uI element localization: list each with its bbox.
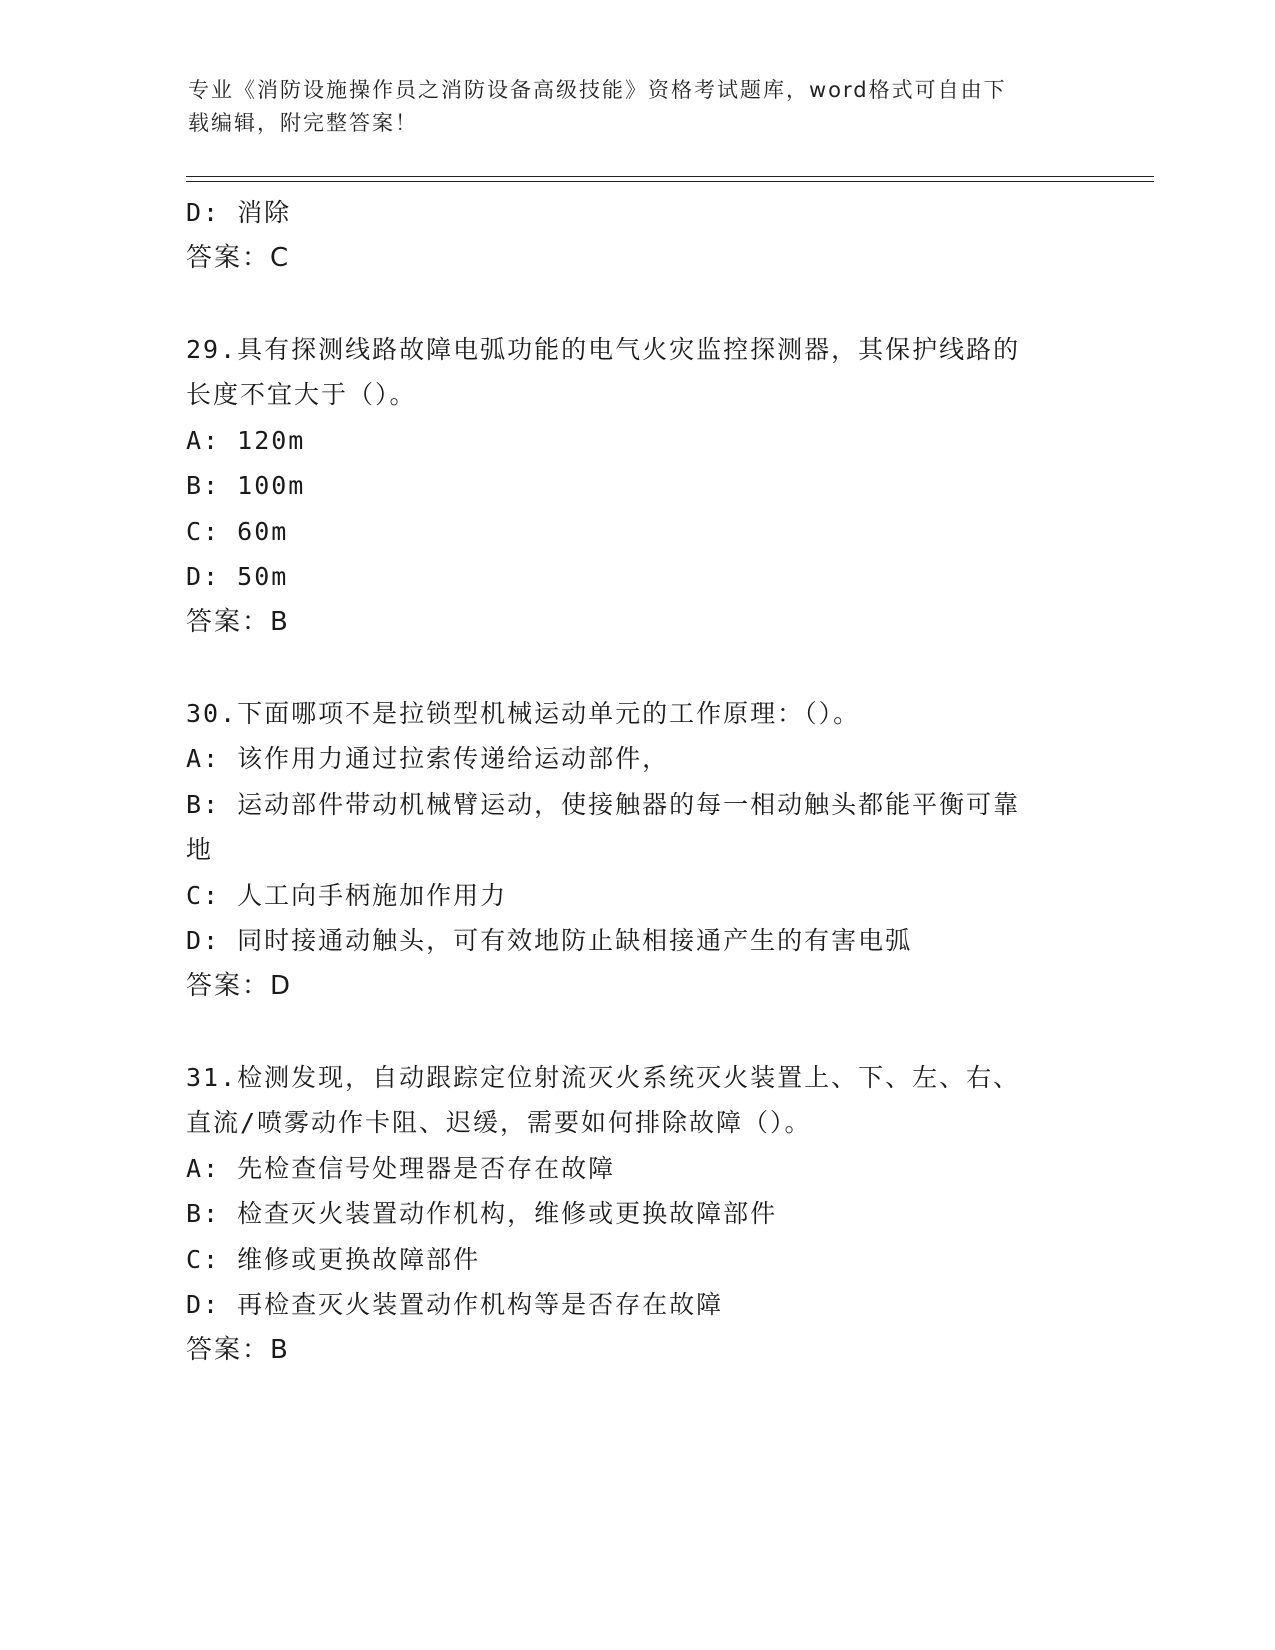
- question-stem-continued: 直流/喷雾动作卡阻、迟缓，需要如何排除故障（）。: [186, 1108, 812, 1137]
- header-divider-bottom: [186, 181, 1154, 182]
- question-list: [186, 190, 1086, 1373]
- header-line-1: 专业《消防设施操作员之消防设备高级技能》资格考试题库，word格式可自由下: [188, 78, 1007, 102]
- option-b: B: 检查灭火装置动作机构，维修或更换故障部件: [186, 1199, 778, 1228]
- question-stem: 30.下面哪项不是拉锁型机械运动单元的工作原理：（）。: [186, 698, 861, 728]
- option-c: C: 人工向手柄施加作用力: [186, 880, 508, 910]
- option-b: B: 运动部件带动机械臂运动，使接触器的每一相动触头都能平衡可靠: [186, 789, 1021, 819]
- option-d: D: 同时接通动触头，可有效地防止缺相接通产生的有害电弧: [186, 926, 913, 955]
- option-d: D: 50m: [186, 562, 289, 591]
- header-line-2: 载编辑，附完整答案！: [188, 111, 418, 135]
- question-stem: 29.具有探测线路故障电弧功能的电气火灾监控探测器，其保护线路的: [186, 334, 1021, 364]
- spacer: [186, 281, 1086, 327]
- answer: 答案：B: [186, 606, 290, 637]
- option-c: C: 维修或更换故障部件: [186, 1244, 481, 1274]
- option-b: B: 100m: [186, 471, 306, 500]
- option-c: C: 60m: [186, 516, 289, 546]
- option-a: A: 该作用力通过拉索传递给运动部件，: [186, 744, 670, 773]
- option-a: A: 120m: [186, 425, 306, 455]
- answer: 答案：D: [186, 970, 293, 1001]
- spacer: [186, 645, 1086, 691]
- previous-question-tail: [186, 190, 1086, 281]
- question-stem: 31.检测发现，自动跟踪定位射流灭火系统灭火装置上、下、左、右、: [186, 1062, 1021, 1092]
- question-30: [186, 691, 1086, 1010]
- option-b-continued: 地: [186, 835, 214, 864]
- answer: 答案：B: [186, 1334, 290, 1365]
- option-d: D: 再检查灭火装置动作机构等是否存在故障: [186, 1290, 724, 1319]
- spacer: [186, 1009, 1086, 1055]
- question-31: [186, 1055, 1086, 1374]
- option-a: A: 先检查信号处理器是否存在故障: [186, 1153, 616, 1183]
- document-header: [188, 74, 1068, 140]
- question-29: [186, 327, 1086, 646]
- header-divider-top: [186, 176, 1154, 177]
- option-d: D: 消除: [186, 198, 292, 227]
- answer: 答案：C: [186, 242, 291, 273]
- question-stem-continued: 长度不宜大于（）。: [186, 380, 417, 409]
